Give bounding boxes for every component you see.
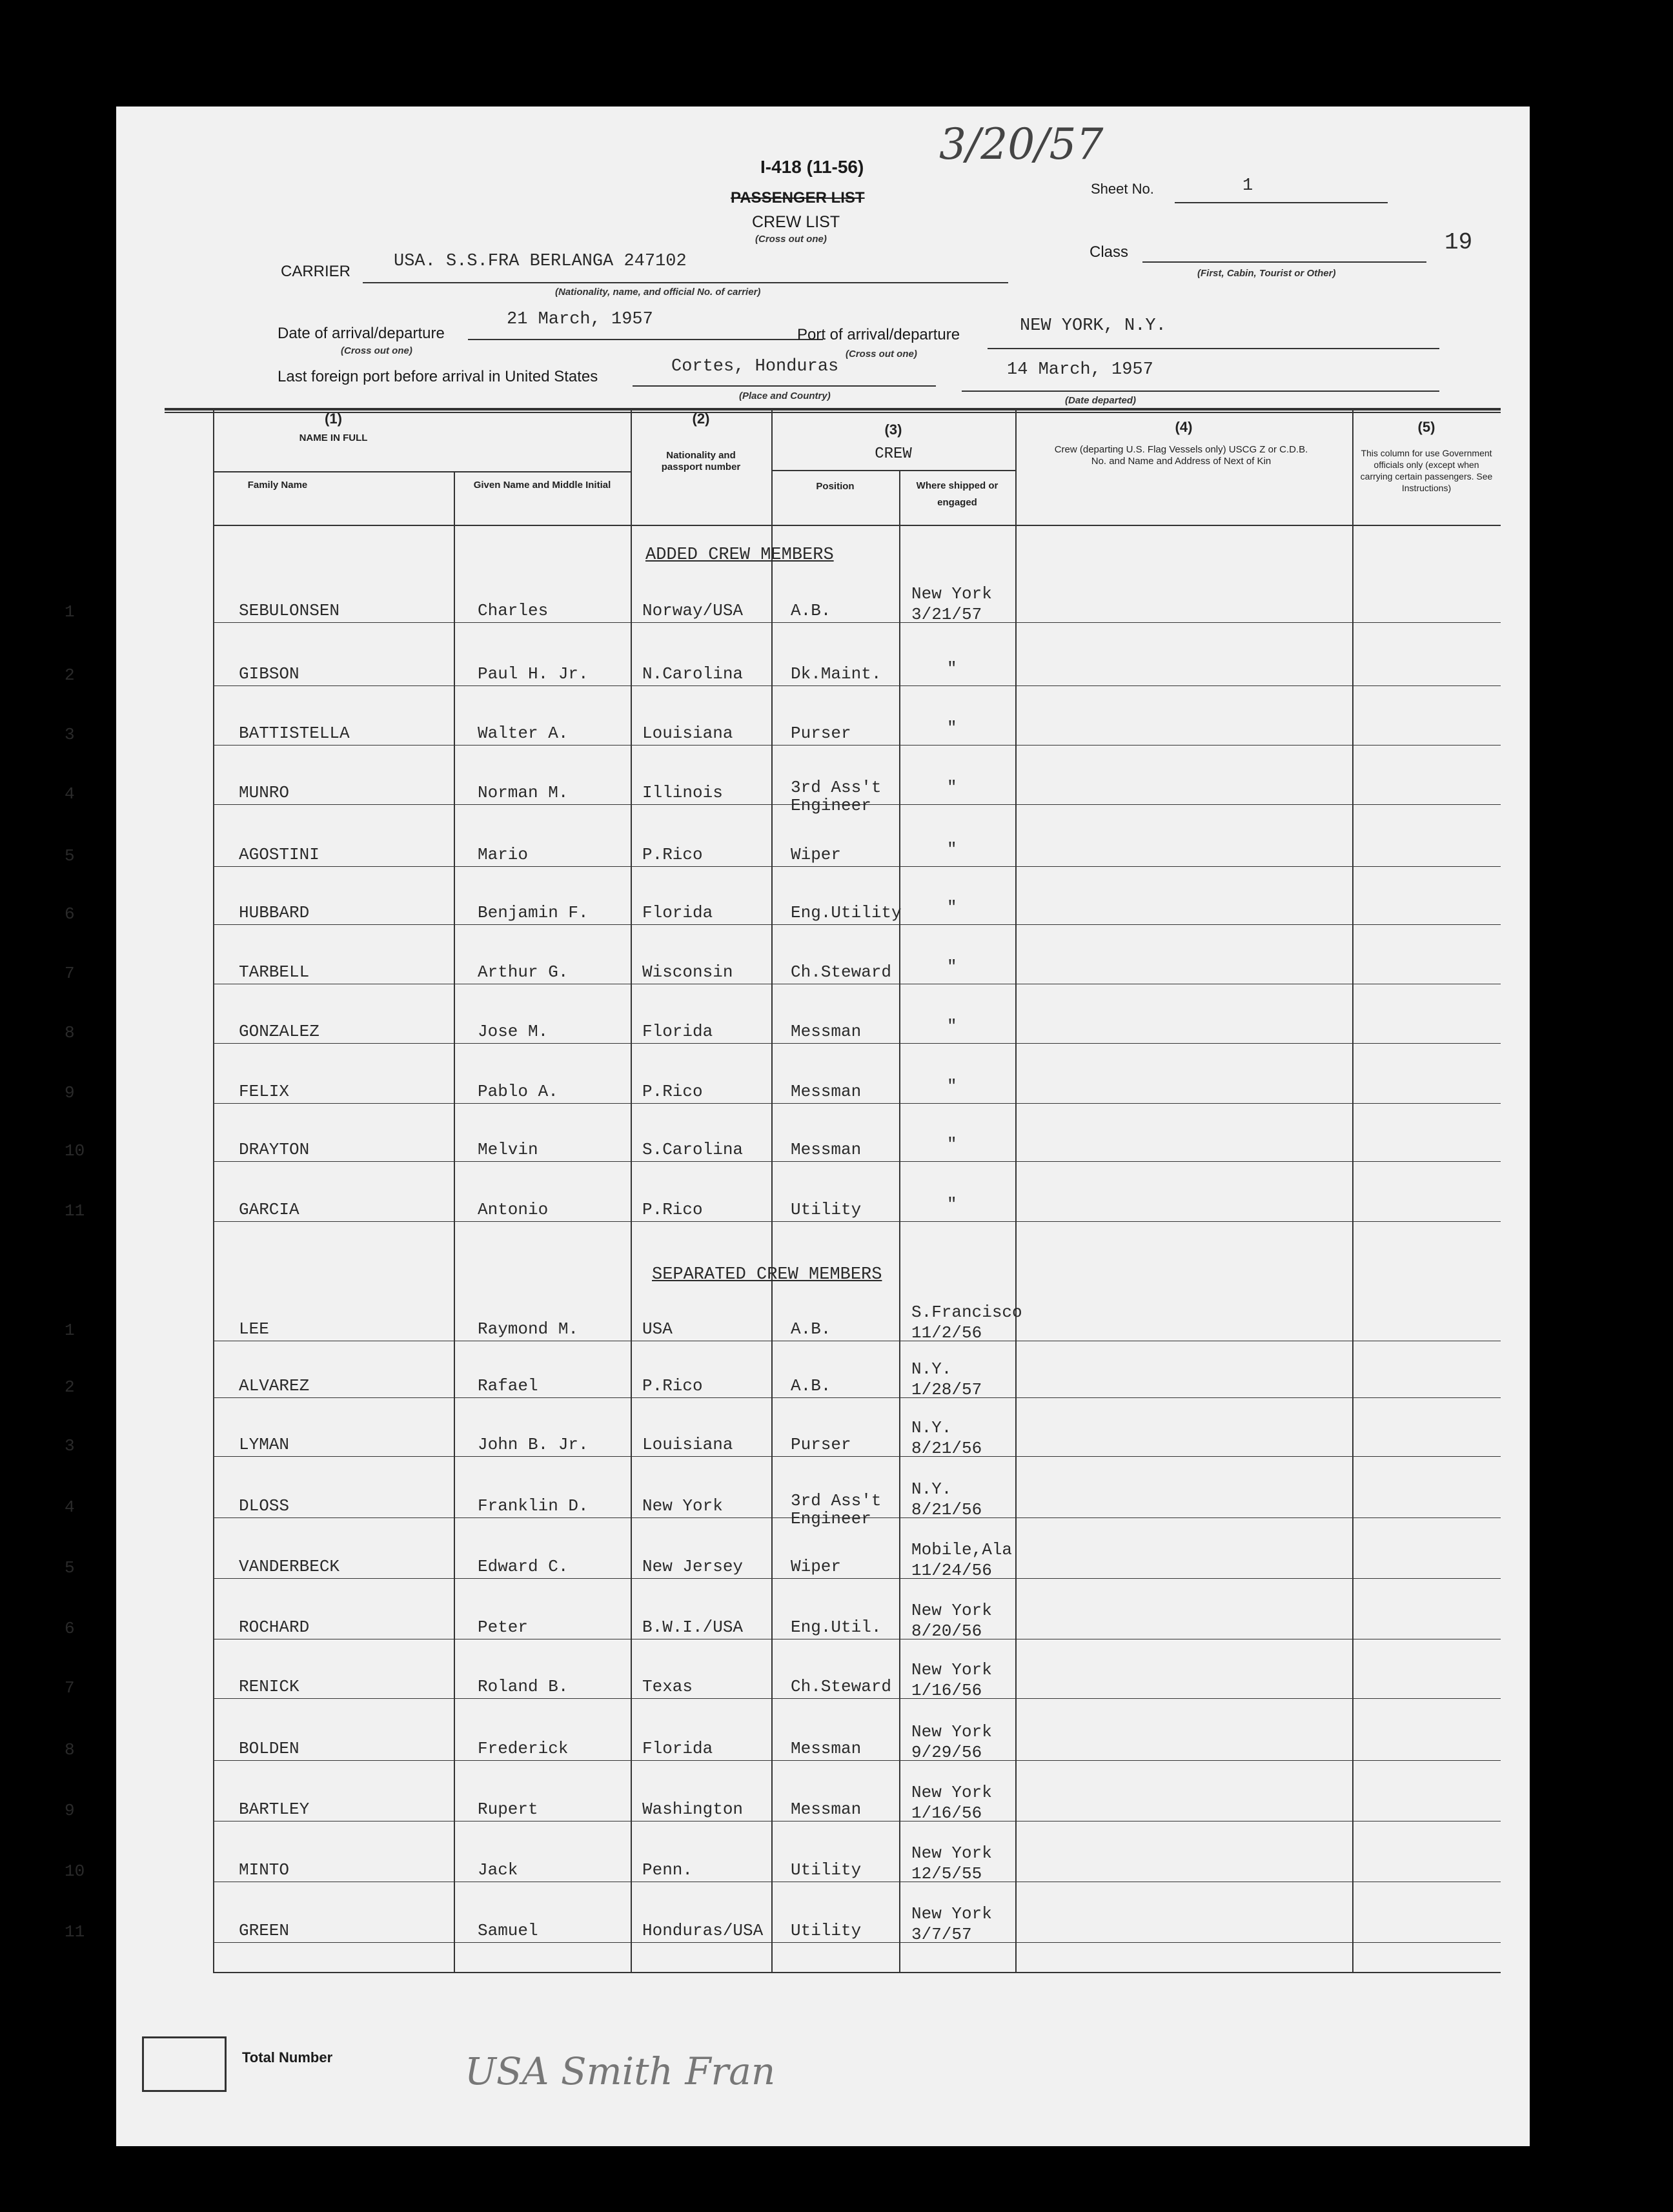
family-name-cell: VANDERBECK bbox=[239, 1557, 340, 1576]
where-header: Where shipped or engaged bbox=[916, 480, 999, 508]
nationality-cell: P.Rico bbox=[642, 1082, 703, 1101]
nationality-cell: Illinois bbox=[642, 783, 723, 802]
nationality-cell: Honduras/USA bbox=[642, 1921, 764, 1940]
date-label: Date of arrival/departure bbox=[278, 325, 445, 342]
row-divider bbox=[213, 1698, 1501, 1699]
row-number: 10 bbox=[65, 1862, 85, 1881]
date-departed-note: (Date departed) bbox=[1065, 395, 1137, 406]
separated-section-title: SEPARATED CREW MEMBERS bbox=[652, 1265, 882, 1284]
document-page bbox=[65, 107, 1530, 2146]
nationality-cell: USA bbox=[642, 1319, 673, 1339]
given-name-cell: Jose M. bbox=[478, 1022, 549, 1041]
col1-number: (1) bbox=[325, 411, 342, 427]
row-divider bbox=[213, 866, 1501, 867]
family-name-cell: DLOSS bbox=[239, 1496, 290, 1516]
position-cell: Utility bbox=[791, 1200, 862, 1219]
nationality-cell: Florida bbox=[642, 903, 713, 922]
position-cell: Eng.Util. bbox=[791, 1618, 882, 1637]
given-name-cell: Edward C. bbox=[478, 1557, 569, 1576]
given-name-cell: Franklin D. bbox=[478, 1496, 589, 1516]
carrier-note: (Nationality, name, and official No. of carrier) bbox=[555, 287, 761, 298]
given-name-cell: Walter A. bbox=[478, 724, 569, 743]
date-value: 21 March, 1957 bbox=[507, 310, 653, 329]
nationality-cell: Penn. bbox=[642, 1860, 693, 1880]
position-cell: Messman bbox=[791, 1082, 862, 1101]
port-label: Port of arrival/departure bbox=[797, 326, 960, 343]
handwritten-date: 3/20/57 bbox=[939, 119, 1104, 169]
given-name-cell: Peter bbox=[478, 1618, 529, 1637]
row-divider bbox=[213, 1397, 1501, 1398]
given-name-cell: Paul H. Jr. bbox=[478, 664, 589, 684]
where-shipped-cell: " bbox=[947, 659, 957, 678]
given-name-cell: Antonio bbox=[478, 1200, 549, 1219]
nationality-cell: New Jersey bbox=[642, 1557, 744, 1576]
added-section-title: ADDED CREW MEMBERS bbox=[645, 545, 834, 565]
nationality-cell: Florida bbox=[642, 1022, 713, 1041]
sheet-label: Sheet No. bbox=[1091, 181, 1154, 197]
family-name-cell: LYMAN bbox=[239, 1435, 290, 1454]
position-cell: Wiper bbox=[791, 1557, 842, 1576]
row-number: 9 bbox=[65, 1083, 75, 1102]
row-number: 2 bbox=[65, 665, 75, 685]
port-value: NEW YORK, N.Y. bbox=[1020, 316, 1166, 336]
position-cell: 3rd Ass't Engineer bbox=[791, 1491, 882, 1528]
family-name-cell: ROCHARD bbox=[239, 1618, 310, 1637]
where-shipped-cell: " bbox=[947, 840, 957, 859]
total-number-label: Total Number bbox=[242, 2049, 333, 2065]
family-name-cell: BOLDEN bbox=[239, 1739, 299, 1758]
date-departed-value: 14 March, 1957 bbox=[1007, 360, 1153, 380]
where-shipped-cell: " bbox=[947, 1077, 957, 1096]
row-number: 8 bbox=[65, 1740, 75, 1760]
nationality-cell: P.Rico bbox=[642, 1200, 703, 1219]
row-divider bbox=[213, 1043, 1501, 1044]
where-shipped-cell: New York 1/16/56 bbox=[911, 1783, 992, 1823]
position-cell: Utility bbox=[791, 1860, 862, 1880]
row-number: 1 bbox=[65, 602, 75, 622]
given-name-cell: Benjamin F. bbox=[478, 903, 589, 922]
class-note: (First, Cabin, Tourist or Other) bbox=[1197, 268, 1336, 279]
nationality-cell: S.Carolina bbox=[642, 1140, 744, 1159]
where-shipped-cell: " bbox=[947, 957, 957, 977]
row-divider bbox=[213, 1578, 1501, 1579]
family-name-header: Family Name bbox=[247, 480, 308, 491]
row-number: 5 bbox=[65, 846, 75, 866]
where-shipped-cell: New York 1/16/56 bbox=[911, 1660, 992, 1700]
given-name-cell: Melvin bbox=[478, 1140, 538, 1159]
crew-list-title: CREW LIST bbox=[752, 213, 840, 231]
where-shipped-cell: " bbox=[947, 778, 957, 797]
family-name-cell: GREEN bbox=[239, 1921, 290, 1940]
nationality-cell: P.Rico bbox=[642, 1376, 703, 1395]
col3-number: (3) bbox=[884, 421, 902, 438]
where-shipped-cell: New York 3/21/57 bbox=[911, 584, 992, 624]
family-name-cell: DRAYTON bbox=[239, 1140, 310, 1159]
total-number-box bbox=[142, 2036, 227, 2092]
where-shipped-cell: New York 3/7/57 bbox=[911, 1904, 992, 1944]
class-label: Class bbox=[1090, 243, 1129, 261]
family-name-cell: SEBULONSEN bbox=[239, 601, 340, 620]
sheet-number: 1 bbox=[1242, 176, 1253, 196]
family-name-cell: RENICK bbox=[239, 1677, 299, 1696]
position-cell: A.B. bbox=[791, 601, 831, 620]
row-divider bbox=[213, 1760, 1501, 1761]
where-shipped-cell: New York 12/5/55 bbox=[911, 1843, 992, 1883]
nationality-cell: Florida bbox=[642, 1739, 713, 1758]
position-cell: Ch.Steward bbox=[791, 1677, 892, 1696]
nationality-cell: Louisiana bbox=[642, 724, 733, 743]
given-name-cell: Pablo A. bbox=[478, 1082, 558, 1101]
handwritten-note: USA Smith Fran bbox=[465, 2049, 776, 2093]
row-divider bbox=[213, 685, 1501, 686]
nationality-cell: New York bbox=[642, 1496, 723, 1516]
row-number: 11 bbox=[65, 1201, 85, 1221]
row-divider bbox=[213, 1161, 1501, 1162]
row-number: 3 bbox=[65, 1436, 75, 1456]
position-cell: A.B. bbox=[791, 1319, 831, 1339]
row-number: 6 bbox=[65, 1619, 75, 1638]
given-name-cell: Mario bbox=[478, 845, 529, 864]
family-name-cell: BARTLEY bbox=[239, 1800, 310, 1819]
last-port-value: Cortes, Honduras bbox=[671, 357, 839, 376]
nationality-cell: B.W.I./USA bbox=[642, 1618, 744, 1637]
nationality-cell: P.Rico bbox=[642, 845, 703, 864]
col3-title: CREW bbox=[875, 445, 912, 463]
where-shipped-cell: New York 9/29/56 bbox=[911, 1722, 992, 1762]
family-name-cell: GARCIA bbox=[239, 1200, 299, 1219]
col5-number: (5) bbox=[1417, 419, 1435, 435]
given-name-header: Given Name and Middle Initial bbox=[473, 480, 611, 491]
date-cross-out: (Cross out one) bbox=[341, 345, 412, 356]
nationality-cell: Wisconsin bbox=[642, 962, 733, 982]
form-number: I-418 (11-56) bbox=[760, 157, 864, 177]
position-cell: Purser bbox=[791, 1435, 851, 1454]
last-port-note: (Place and Country) bbox=[739, 391, 831, 401]
family-name-cell: BATTISTELLA bbox=[239, 724, 350, 743]
row-divider bbox=[213, 1221, 1501, 1222]
family-name-cell: ALVAREZ bbox=[239, 1376, 310, 1395]
port-cross-out: (Cross out one) bbox=[846, 349, 917, 360]
row-number: 6 bbox=[65, 904, 75, 924]
carrier-label: CARRIER bbox=[281, 263, 351, 280]
where-shipped-cell: " bbox=[947, 1135, 957, 1154]
where-shipped-cell: Mobile,Ala 11/24/56 bbox=[911, 1540, 1013, 1580]
col5-title: This column for use Government officials only (except when carrying certain passengers. See Instructions) bbox=[1360, 448, 1493, 493]
given-name-cell: Jack bbox=[478, 1860, 518, 1880]
nationality-cell: Washington bbox=[642, 1800, 744, 1819]
where-shipped-cell: " bbox=[947, 1017, 957, 1036]
row-number: 8 bbox=[65, 1023, 75, 1042]
row-divider bbox=[213, 622, 1501, 623]
position-cell: Messman bbox=[791, 1140, 862, 1159]
row-number: 7 bbox=[65, 964, 75, 983]
position-cell: Wiper bbox=[791, 845, 842, 864]
nationality-cell: N.Carolina bbox=[642, 664, 744, 684]
where-shipped-cell: N.Y. 8/21/56 bbox=[911, 1418, 982, 1458]
where-shipped-cell: S.Francisco 11/2/56 bbox=[911, 1303, 1022, 1343]
given-name-cell: John B. Jr. bbox=[478, 1435, 589, 1454]
where-shipped-cell: N.Y. 8/21/56 bbox=[911, 1479, 982, 1519]
given-name-cell: Raymond M. bbox=[478, 1319, 579, 1339]
position-cell: Purser bbox=[791, 724, 851, 743]
position-cell: Messman bbox=[791, 1022, 862, 1041]
row-divider bbox=[213, 1103, 1501, 1104]
col2-title: Nationality and passport number bbox=[661, 450, 741, 472]
family-name-cell: MINTO bbox=[239, 1860, 290, 1880]
position-cell: Ch.Steward bbox=[791, 962, 892, 982]
where-shipped-cell: " bbox=[947, 898, 957, 917]
last-port-label: Last foreign port before arrival in United States bbox=[278, 368, 598, 385]
page-stamp: 19 bbox=[1445, 229, 1473, 256]
given-name-cell: Norman M. bbox=[478, 783, 569, 802]
row-number: 3 bbox=[65, 725, 75, 744]
where-shipped-cell: " bbox=[947, 718, 957, 738]
family-name-cell: MUNRO bbox=[239, 783, 290, 802]
given-name-cell: Charles bbox=[478, 601, 549, 620]
row-number: 2 bbox=[65, 1377, 75, 1397]
position-cell: Utility bbox=[791, 1921, 862, 1940]
position-cell: 3rd Ass't Engineer bbox=[791, 778, 882, 815]
col4-number: (4) bbox=[1175, 419, 1193, 435]
family-name-cell: HUBBARD bbox=[239, 903, 310, 922]
carrier-value: USA. S.S.FRA BERLANGA 247102 bbox=[394, 252, 687, 271]
cross-out-note: (Cross out one) bbox=[755, 234, 827, 245]
given-name-cell: Roland B. bbox=[478, 1677, 569, 1696]
nationality-cell: Louisiana bbox=[642, 1435, 733, 1454]
where-shipped-cell: N.Y. 1/28/57 bbox=[911, 1359, 982, 1399]
position-cell: Eng.Utility bbox=[791, 903, 902, 922]
family-name-cell: TARBELL bbox=[239, 962, 310, 982]
position-cell: A.B. bbox=[791, 1376, 831, 1395]
row-number: 10 bbox=[65, 1141, 85, 1161]
family-name-cell: FELIX bbox=[239, 1082, 290, 1101]
row-number: 5 bbox=[65, 1558, 75, 1578]
row-divider bbox=[213, 924, 1501, 925]
row-divider bbox=[213, 745, 1501, 746]
nationality-cell: Norway/USA bbox=[642, 601, 744, 620]
position-cell: Messman bbox=[791, 1739, 862, 1758]
where-shipped-cell: New York 8/20/56 bbox=[911, 1601, 992, 1641]
given-name-cell: Rupert bbox=[478, 1800, 538, 1819]
family-name-cell: GIBSON bbox=[239, 664, 299, 684]
row-number: 4 bbox=[65, 784, 75, 804]
row-number: 11 bbox=[65, 1922, 85, 1942]
passenger-list-struck: PASSENGER LIST bbox=[731, 189, 865, 207]
nationality-cell: Texas bbox=[642, 1677, 693, 1696]
given-name-cell: Samuel bbox=[478, 1921, 538, 1940]
given-name-cell: Rafael bbox=[478, 1376, 538, 1395]
given-name-cell: Frederick bbox=[478, 1739, 569, 1758]
col2-number: (2) bbox=[692, 411, 710, 427]
where-shipped-cell: " bbox=[947, 1195, 957, 1214]
col4-title: Crew (departing U.S. Flag Vessels only) USCG Z or C.D.B. No. and Name and Address of Next of Kin bbox=[1054, 444, 1308, 467]
row-number: 4 bbox=[65, 1497, 75, 1517]
given-name-cell: Arthur G. bbox=[478, 962, 569, 982]
row-number: 7 bbox=[65, 1678, 75, 1698]
family-name-cell: LEE bbox=[239, 1319, 269, 1339]
row-divider bbox=[213, 1942, 1501, 1943]
family-name-cell: GONZALEZ bbox=[239, 1022, 319, 1041]
position-header: Position bbox=[816, 481, 855, 492]
family-name-cell: AGOSTINI bbox=[239, 845, 319, 864]
row-divider bbox=[213, 1456, 1501, 1457]
row-number: 1 bbox=[65, 1321, 75, 1340]
col1-title: NAME IN FULL bbox=[299, 432, 368, 443]
position-cell: Dk.Maint. bbox=[791, 664, 882, 684]
row-number: 9 bbox=[65, 1801, 75, 1820]
position-cell: Messman bbox=[791, 1800, 862, 1819]
